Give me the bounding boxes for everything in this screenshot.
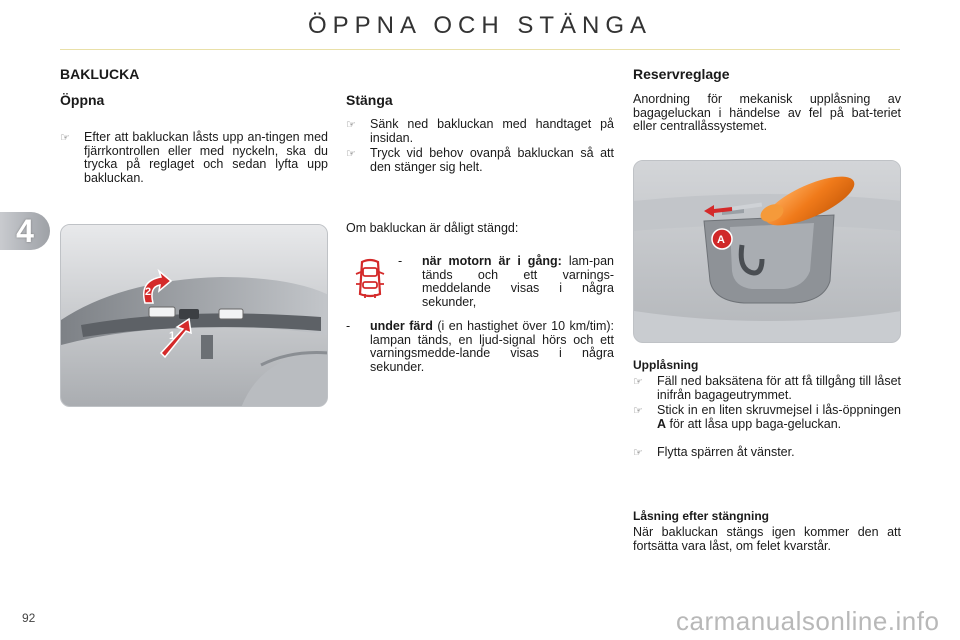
not-closed-intro: Om bakluckan är dåligt stängd: — [346, 221, 519, 235]
tailgate-warning-icon — [353, 258, 387, 298]
tailgate-illustration — [61, 225, 328, 407]
arrow-label-1: 1 — [169, 330, 176, 342]
heading-close: Stänga — [346, 92, 393, 108]
heading-unlocking: Upplåsning — [633, 358, 699, 372]
page-number: 92 — [22, 611, 36, 625]
pointing-hand-icon: ☞ — [633, 376, 643, 388]
close-instruction-2: ☞ Tryck vid behov ovanpå bakluckan så att den stänger sig helt. — [346, 146, 614, 174]
chapter-number: 4 — [16, 212, 34, 249]
backup-release-image — [633, 160, 901, 343]
chapter-tab[interactable] — [0, 212, 50, 250]
title-divider — [60, 49, 900, 50]
watermark[interactable]: carmanualsonline.info — [676, 606, 940, 636]
unlock-step-2: ☞ Stick in en liten skruvmejsel i lås-öppningen A för att låsa upp baga-geluckan. — [633, 403, 901, 431]
unlock-step-1: ☞ Fäll ned baksätena för att få tillgång till låset inifrån bagageutrymmet. — [633, 374, 901, 402]
pointing-hand-icon: ☞ — [346, 119, 356, 131]
arrow-label-2: 2 — [145, 286, 152, 298]
pointing-hand-icon: ☞ — [633, 405, 643, 417]
tailgate-opening-image — [60, 224, 328, 407]
lock-after-close-text: När bakluckan stängs igen kommer den att fortsätta vara låst, om felet kvarstår. — [633, 525, 901, 553]
warning-driving: - under färd (i en hastighet över 10 km/tim): lampan tänds, en ljud-signal hörs och ett varningsmedde-lande visas i några sekunder. — [346, 319, 614, 374]
heading-open: Öppna — [60, 92, 105, 108]
open-instruction: ☞ Efter att bakluckan låsts upp an-tingen med fjärrkontrollen eller med nyckeln, ska du trycka på reglaget och sedan lyfta upp bakluckan. — [60, 130, 328, 185]
pointing-hand-icon: ☞ — [60, 132, 70, 144]
backup-control-intro: Anordning för mekanisk upplåsning av bagageluckan i händelse av fel på bat-teriet eller centrallåssystemet. — [633, 92, 901, 133]
section-title-baklucka: BAKLUCKA — [60, 66, 140, 82]
pointing-hand-icon: ☞ — [346, 148, 356, 160]
unlock-step-3: ☞ Flytta spärren åt vänster. — [633, 445, 795, 459]
close-instruction-1: ☞ Sänk ned bakluckan med handtaget på insidan. — [346, 117, 614, 145]
pointing-hand-icon: ☞ — [633, 447, 643, 459]
page-title: ÖPPNA OCH STÄNGA — [307, 12, 653, 39]
marker-a: A — [717, 234, 725, 246]
heading-lock-after-close: Låsning efter stängning — [633, 509, 770, 523]
heading-backup-control: Reservreglage — [633, 66, 730, 82]
warning-engine-running: - när motorn är i gång: lam-pan tänds och ett varnings-meddelande visas i några sekunder, — [398, 254, 614, 309]
screwdriver-illustration — [634, 161, 901, 343]
